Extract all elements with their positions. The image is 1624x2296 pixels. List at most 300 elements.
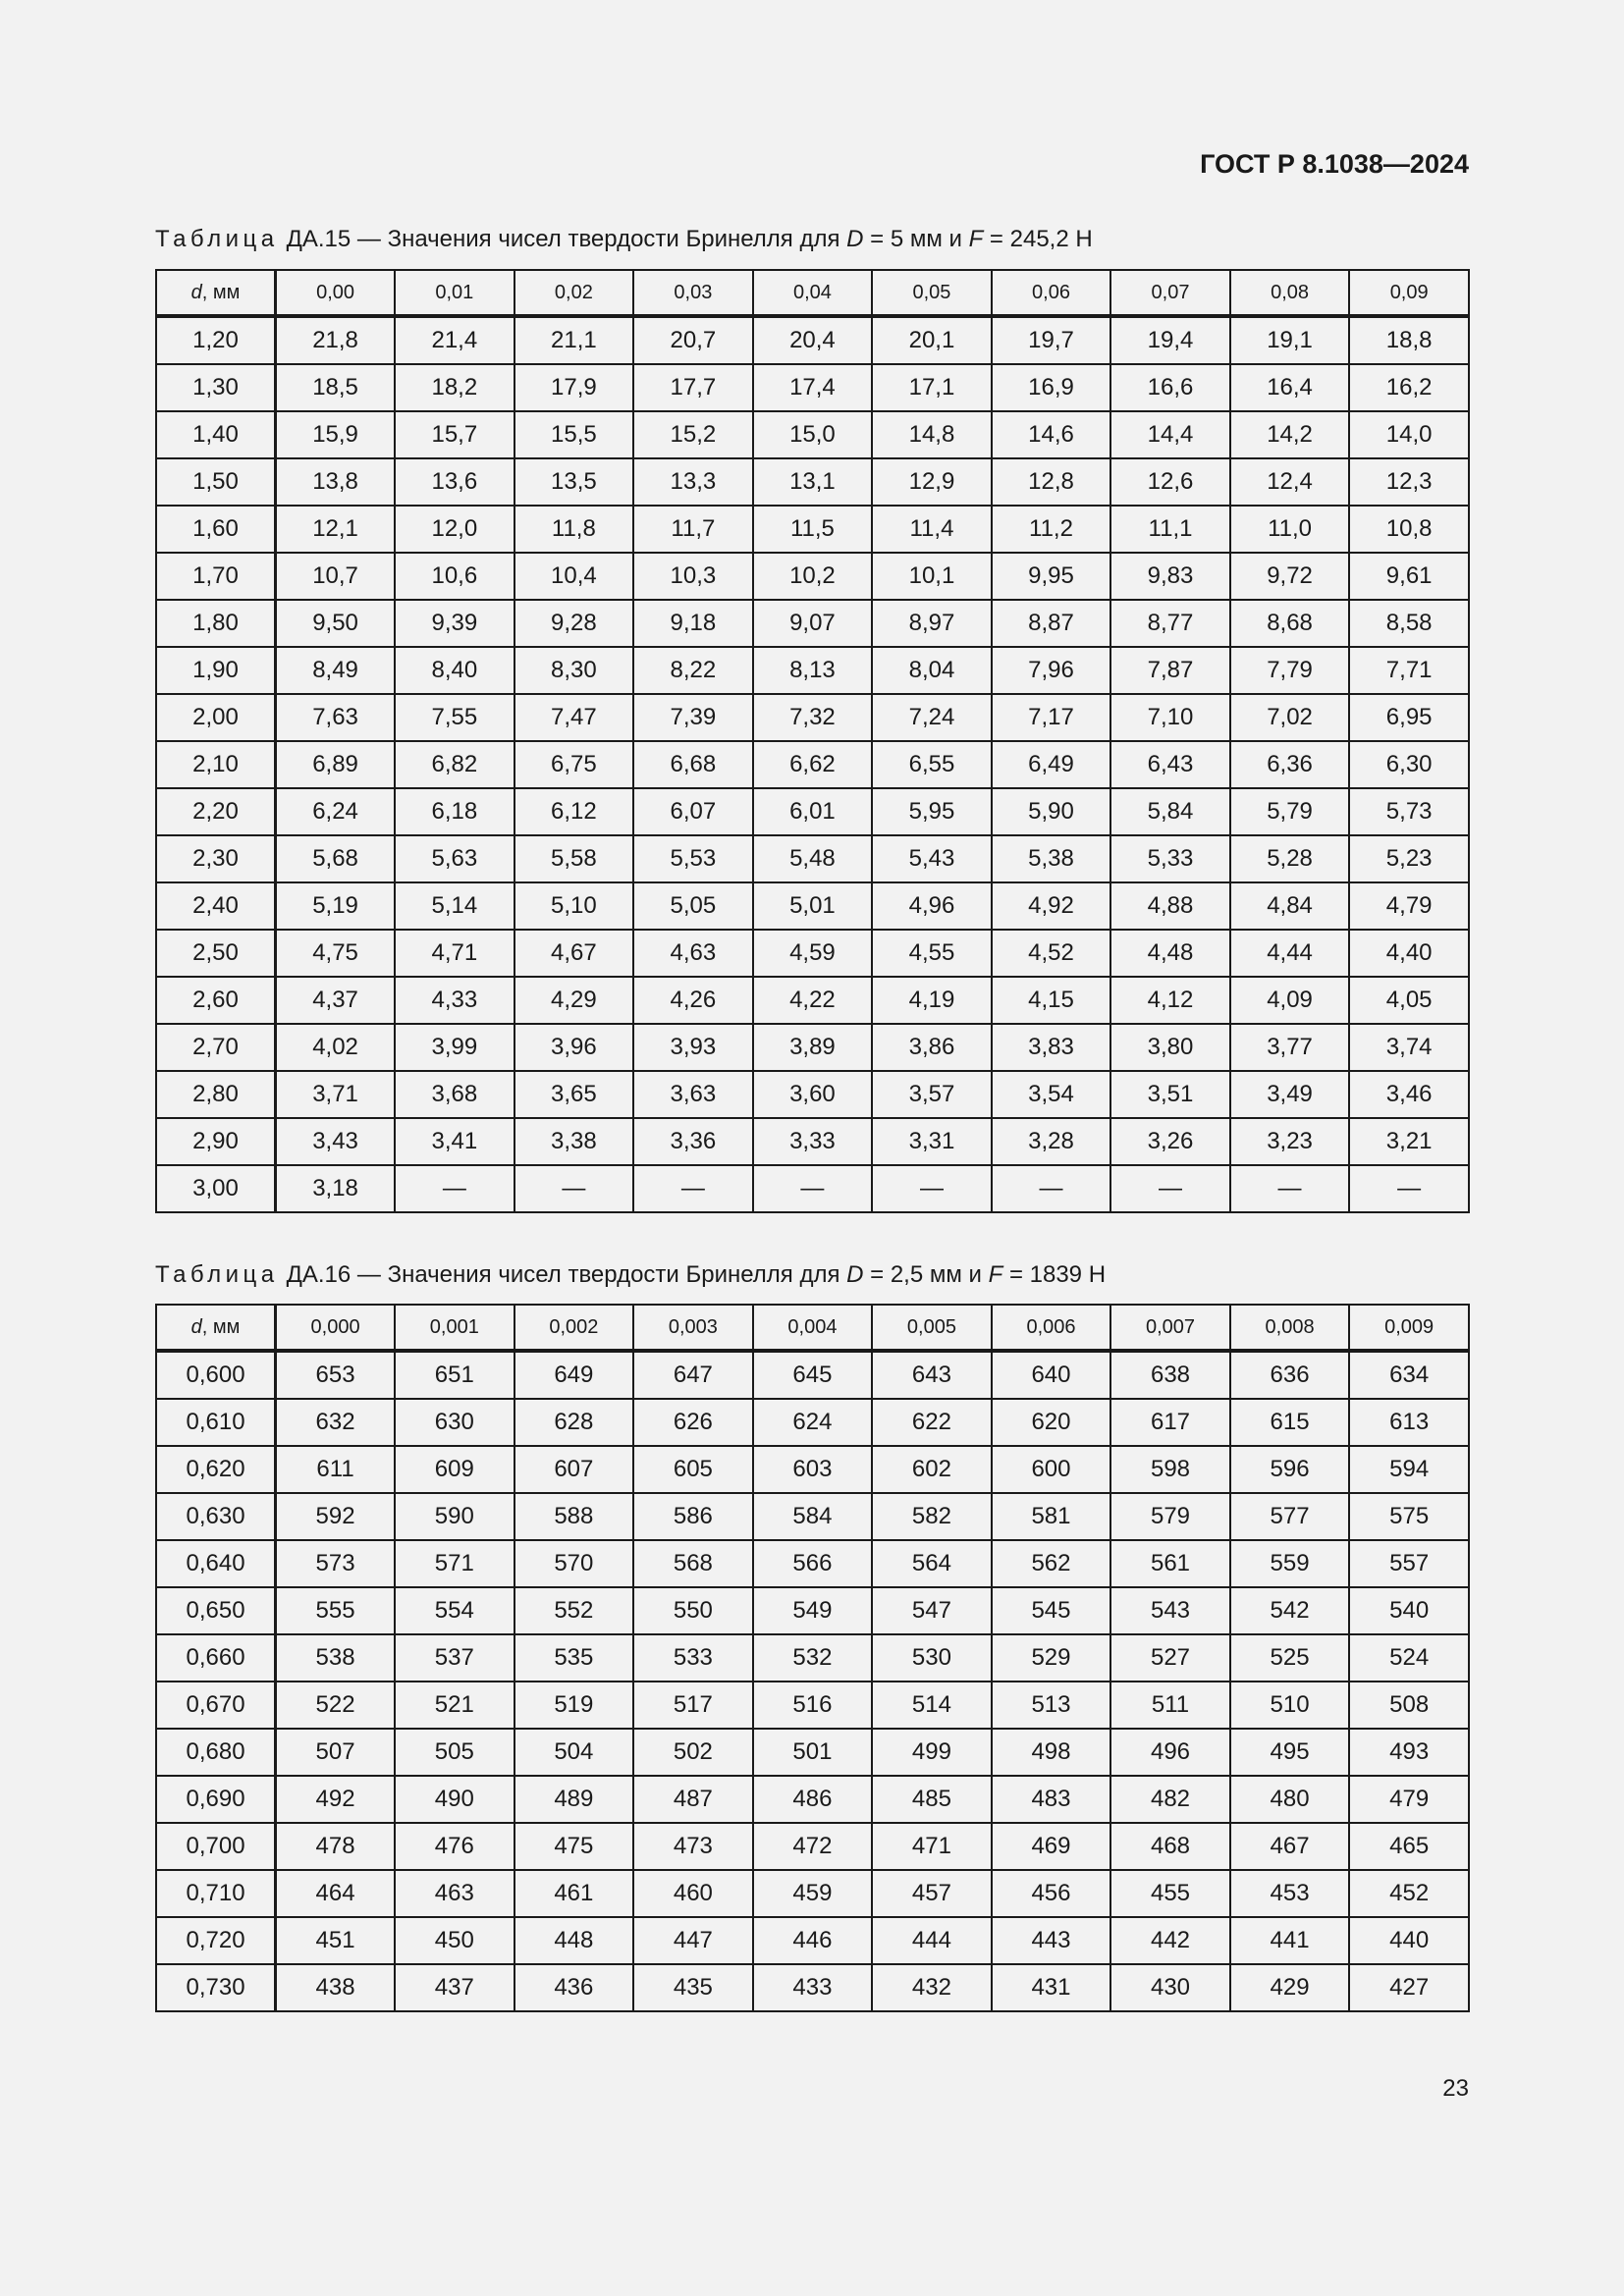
table-cell: 11,7 xyxy=(633,506,753,553)
table-cell: 14,0 xyxy=(1349,411,1469,458)
caption-text-a: ДА.16 — Значения чисел твердости Бринелля для xyxy=(286,1261,847,1288)
table-cell: 21,8 xyxy=(276,316,396,364)
column-header: 0,006 xyxy=(992,1305,1111,1351)
table-cell: 9,61 xyxy=(1349,553,1469,600)
table-cell: 522 xyxy=(276,1682,396,1729)
table-row xyxy=(156,647,1469,694)
table-cell: 598 xyxy=(1110,1446,1230,1493)
table-cell: — xyxy=(395,1165,514,1212)
table-cell: 14,2 xyxy=(1230,411,1350,458)
table-cell: 495 xyxy=(1230,1729,1350,1776)
table-cell: 5,10 xyxy=(514,882,634,930)
table-cell: 9,72 xyxy=(1230,553,1350,600)
row-header-cell: 0,640 xyxy=(156,1540,276,1587)
table-cell: 467 xyxy=(1230,1823,1350,1870)
row-header-cell: 2,90 xyxy=(156,1118,276,1165)
table-cell: 10,3 xyxy=(633,553,753,600)
table-cell: 19,1 xyxy=(1230,316,1350,364)
table-cell: 430 xyxy=(1110,1964,1230,2011)
table-cell: 547 xyxy=(872,1587,992,1634)
table-cell: 7,24 xyxy=(872,694,992,741)
table-cell: 543 xyxy=(1110,1587,1230,1634)
table-cell: 643 xyxy=(872,1351,992,1399)
table-cell: 628 xyxy=(514,1399,634,1446)
table-cell: 532 xyxy=(753,1634,873,1682)
table-cell: 4,15 xyxy=(992,977,1111,1024)
row-header-cell: 1,40 xyxy=(156,411,276,458)
corner-header-cell xyxy=(156,1305,276,1351)
table-cell: 4,59 xyxy=(753,930,873,977)
table-cell: 479 xyxy=(1349,1776,1469,1823)
table-cell: 3,28 xyxy=(992,1118,1111,1165)
table-row xyxy=(156,1682,1469,1729)
corner-header-cell xyxy=(156,270,276,316)
table-cell: 557 xyxy=(1349,1540,1469,1587)
table-cell: 5,28 xyxy=(1230,835,1350,882)
table-cell: 4,48 xyxy=(1110,930,1230,977)
table-cell: 502 xyxy=(633,1729,753,1776)
table-row xyxy=(156,1446,1469,1493)
table-row xyxy=(156,600,1469,647)
table-cell: 12,3 xyxy=(1349,458,1469,506)
table-row xyxy=(156,411,1469,458)
table-cell: 461 xyxy=(514,1870,634,1917)
table-cell: 8,97 xyxy=(872,600,992,647)
table-cell: 11,8 xyxy=(514,506,634,553)
table-cell: 3,18 xyxy=(276,1165,396,1212)
row-header-cell: 0,660 xyxy=(156,1634,276,1682)
table-cell: 5,43 xyxy=(872,835,992,882)
table-cell: 15,7 xyxy=(395,411,514,458)
table-cell: 8,68 xyxy=(1230,600,1350,647)
table-cell: 17,7 xyxy=(633,364,753,411)
table-cell: 455 xyxy=(1110,1870,1230,1917)
table-cell: 14,8 xyxy=(872,411,992,458)
row-header-cell: 0,710 xyxy=(156,1870,276,1917)
table-cell: 499 xyxy=(872,1729,992,1776)
row-header-cell: 2,20 xyxy=(156,788,276,835)
table-cell: 17,4 xyxy=(753,364,873,411)
column-header: 0,08 xyxy=(1230,270,1350,316)
table-row xyxy=(156,882,1469,930)
table-cell: 4,63 xyxy=(633,930,753,977)
column-header: 0,004 xyxy=(753,1305,873,1351)
table-cell: 504 xyxy=(514,1729,634,1776)
column-header: 0,01 xyxy=(395,270,514,316)
table-cell: 615 xyxy=(1230,1399,1350,1446)
table-cell: 566 xyxy=(753,1540,873,1587)
table-cell: 18,5 xyxy=(276,364,396,411)
table-cell: 564 xyxy=(872,1540,992,1587)
table-cell: 4,84 xyxy=(1230,882,1350,930)
table-row xyxy=(156,1870,1469,1917)
row-header-cell: 0,650 xyxy=(156,1587,276,1634)
table-cell: 3,36 xyxy=(633,1118,753,1165)
table-cell: 9,83 xyxy=(1110,553,1230,600)
table-cell: 516 xyxy=(753,1682,873,1729)
row-header-cell: 1,30 xyxy=(156,364,276,411)
table-row xyxy=(156,1118,1469,1165)
table-cell: 582 xyxy=(872,1493,992,1540)
table-cell: 4,12 xyxy=(1110,977,1230,1024)
table-cell: 545 xyxy=(992,1587,1111,1634)
table-cell: 436 xyxy=(514,1964,634,2011)
table-cell: 527 xyxy=(1110,1634,1230,1682)
column-header: 0,04 xyxy=(753,270,873,316)
table-row xyxy=(156,788,1469,835)
table-cell: 15,5 xyxy=(514,411,634,458)
table-cell: 13,6 xyxy=(395,458,514,506)
table-cell: 542 xyxy=(1230,1587,1350,1634)
row-header-cell: 2,10 xyxy=(156,741,276,788)
table-16-caption xyxy=(155,1261,1106,1289)
table-cell: 446 xyxy=(753,1917,873,1964)
table-cell: 8,49 xyxy=(276,647,396,694)
table-cell: 594 xyxy=(1349,1446,1469,1493)
table-cell: 4,02 xyxy=(276,1024,396,1071)
table-cell: 4,92 xyxy=(992,882,1111,930)
table-cell: 5,84 xyxy=(1110,788,1230,835)
table-cell: 441 xyxy=(1230,1917,1350,1964)
table-cell: 636 xyxy=(1230,1351,1350,1399)
table-cell: 577 xyxy=(1230,1493,1350,1540)
table-cell: 3,23 xyxy=(1230,1118,1350,1165)
table-15 xyxy=(155,269,1470,1213)
table-cell: 3,49 xyxy=(1230,1071,1350,1118)
table-cell: 5,14 xyxy=(395,882,514,930)
table-15-caption xyxy=(155,226,1093,253)
table-cell: 13,3 xyxy=(633,458,753,506)
table-cell: 511 xyxy=(1110,1682,1230,1729)
table-row xyxy=(156,1776,1469,1823)
table-cell: 11,5 xyxy=(753,506,873,553)
table-cell: 13,8 xyxy=(276,458,396,506)
table-cell: 3,21 xyxy=(1349,1118,1469,1165)
table-cell: 4,05 xyxy=(1349,977,1469,1024)
row-header-cell: 1,90 xyxy=(156,647,276,694)
table-cell: 554 xyxy=(395,1587,514,1634)
table-cell: 7,63 xyxy=(276,694,396,741)
table-cell: 4,79 xyxy=(1349,882,1469,930)
table-cell: 7,39 xyxy=(633,694,753,741)
table-cell: 603 xyxy=(753,1446,873,1493)
table-cell: 427 xyxy=(1349,1964,1469,2011)
table-cell: 450 xyxy=(395,1917,514,1964)
table-cell: 486 xyxy=(753,1776,873,1823)
table-16 xyxy=(155,1304,1470,2012)
table-cell: 485 xyxy=(872,1776,992,1823)
table-cell: 433 xyxy=(753,1964,873,2011)
table-cell: 8,30 xyxy=(514,647,634,694)
table-cell: 453 xyxy=(1230,1870,1350,1917)
table-cell: 3,43 xyxy=(276,1118,396,1165)
table-cell: 13,1 xyxy=(753,458,873,506)
table-cell: 3,77 xyxy=(1230,1024,1350,1071)
table-cell: 3,51 xyxy=(1110,1071,1230,1118)
table-cell: 16,2 xyxy=(1349,364,1469,411)
row-header-cell: 0,690 xyxy=(156,1776,276,1823)
caption-text-c: = 245,2 Н xyxy=(983,226,1093,252)
row-header-cell: 2,60 xyxy=(156,977,276,1024)
table-cell: 457 xyxy=(872,1870,992,1917)
table-row xyxy=(156,1917,1469,1964)
table-cell: 5,90 xyxy=(992,788,1111,835)
row-header-cell: 2,40 xyxy=(156,882,276,930)
table-cell: 617 xyxy=(1110,1399,1230,1446)
table-cell: 472 xyxy=(753,1823,873,1870)
row-header-cell: 1,60 xyxy=(156,506,276,553)
table-cell: 480 xyxy=(1230,1776,1350,1823)
table-cell: 6,49 xyxy=(992,741,1111,788)
table-cell: 3,83 xyxy=(992,1024,1111,1071)
table-cell: 443 xyxy=(992,1917,1111,1964)
table-cell: 501 xyxy=(753,1729,873,1776)
column-header: 0,09 xyxy=(1349,270,1469,316)
table-cell: 492 xyxy=(276,1776,396,1823)
table-cell: 432 xyxy=(872,1964,992,2011)
table-cell: 529 xyxy=(992,1634,1111,1682)
table-cell: 6,30 xyxy=(1349,741,1469,788)
table-row xyxy=(156,1399,1469,1446)
table-cell: 16,6 xyxy=(1110,364,1230,411)
table-cell: 6,24 xyxy=(276,788,396,835)
table-cell: 435 xyxy=(633,1964,753,2011)
table-cell: 9,39 xyxy=(395,600,514,647)
table-cell: 561 xyxy=(1110,1540,1230,1587)
table-cell: 15,0 xyxy=(753,411,873,458)
table-cell: 4,96 xyxy=(872,882,992,930)
table-cell: 20,4 xyxy=(753,316,873,364)
table-cell: 649 xyxy=(514,1351,634,1399)
table-cell: 3,74 xyxy=(1349,1024,1469,1071)
table-cell: 8,40 xyxy=(395,647,514,694)
table-cell: 600 xyxy=(992,1446,1111,1493)
table-cell: 573 xyxy=(276,1540,396,1587)
table-cell: 7,47 xyxy=(514,694,634,741)
table-cell: 456 xyxy=(992,1870,1111,1917)
table-cell: 537 xyxy=(395,1634,514,1682)
table-cell: 508 xyxy=(1349,1682,1469,1729)
table-cell: 5,19 xyxy=(276,882,396,930)
table-cell: 5,23 xyxy=(1349,835,1469,882)
table-cell: 4,88 xyxy=(1110,882,1230,930)
table-header-row xyxy=(156,270,1469,316)
row-header-cell: 0,680 xyxy=(156,1729,276,1776)
table-cell: 498 xyxy=(992,1729,1111,1776)
table-cell: 5,05 xyxy=(633,882,753,930)
table-cell: 4,37 xyxy=(276,977,396,1024)
table-cell: 6,89 xyxy=(276,741,396,788)
table-cell: 11,2 xyxy=(992,506,1111,553)
table-cell: — xyxy=(872,1165,992,1212)
table-cell: 5,73 xyxy=(1349,788,1469,835)
table-cell: 602 xyxy=(872,1446,992,1493)
table-cell: 586 xyxy=(633,1493,753,1540)
table-cell: 6,75 xyxy=(514,741,634,788)
table-cell: 4,67 xyxy=(514,930,634,977)
table-cell: 7,02 xyxy=(1230,694,1350,741)
row-header-cell: 0,620 xyxy=(156,1446,276,1493)
caption-var-f: F xyxy=(968,226,984,252)
table-cell: 549 xyxy=(753,1587,873,1634)
table-cell: 8,87 xyxy=(992,600,1111,647)
table-cell: 482 xyxy=(1110,1776,1230,1823)
table-cell: 6,12 xyxy=(514,788,634,835)
table-cell: 5,95 xyxy=(872,788,992,835)
table-cell: 21,4 xyxy=(395,316,514,364)
table-row xyxy=(156,1729,1469,1776)
table-cell: 7,87 xyxy=(1110,647,1230,694)
table-cell: 3,80 xyxy=(1110,1024,1230,1071)
table-cell: 6,95 xyxy=(1349,694,1469,741)
table-cell: 3,41 xyxy=(395,1118,514,1165)
table-cell: 7,96 xyxy=(992,647,1111,694)
table-cell: 514 xyxy=(872,1682,992,1729)
table-cell: 3,33 xyxy=(753,1118,873,1165)
table-cell: 6,36 xyxy=(1230,741,1350,788)
table-cell: 653 xyxy=(276,1351,396,1399)
table-cell: 4,52 xyxy=(992,930,1111,977)
table-cell: 447 xyxy=(633,1917,753,1964)
table-cell: 11,0 xyxy=(1230,506,1350,553)
table-cell: 3,96 xyxy=(514,1024,634,1071)
table-cell: 640 xyxy=(992,1351,1111,1399)
table-cell: 19,4 xyxy=(1110,316,1230,364)
table-cell: 5,79 xyxy=(1230,788,1350,835)
table-cell: 605 xyxy=(633,1446,753,1493)
table-cell: 530 xyxy=(872,1634,992,1682)
row-header-cell: 0,630 xyxy=(156,1493,276,1540)
table-cell: 4,44 xyxy=(1230,930,1350,977)
table-cell: 10,1 xyxy=(872,553,992,600)
column-header: 0,003 xyxy=(633,1305,753,1351)
table-cell: 517 xyxy=(633,1682,753,1729)
table-row xyxy=(156,458,1469,506)
table-row xyxy=(156,316,1469,364)
caption-prefix: Таблица xyxy=(155,1261,279,1288)
table-cell: 6,07 xyxy=(633,788,753,835)
table-cell: 562 xyxy=(992,1540,1111,1587)
table-cell: 14,4 xyxy=(1110,411,1230,458)
table-cell: — xyxy=(1230,1165,1350,1212)
table-cell: 3,65 xyxy=(514,1071,634,1118)
table-cell: 451 xyxy=(276,1917,396,1964)
table-cell: 3,99 xyxy=(395,1024,514,1071)
table-cell: 8,58 xyxy=(1349,600,1469,647)
table-cell: 448 xyxy=(514,1917,634,1964)
table-cell: 4,33 xyxy=(395,977,514,1024)
table-cell: 12,4 xyxy=(1230,458,1350,506)
caption-prefix: Таблица xyxy=(155,226,279,252)
table-cell: 3,86 xyxy=(872,1024,992,1071)
corner-unit: , мм xyxy=(201,281,241,303)
row-header-cell: 3,00 xyxy=(156,1165,276,1212)
table-cell: 647 xyxy=(633,1351,753,1399)
table-cell: 524 xyxy=(1349,1634,1469,1682)
table-cell: 3,93 xyxy=(633,1024,753,1071)
table-cell: 6,01 xyxy=(753,788,873,835)
table-cell: 632 xyxy=(276,1399,396,1446)
table-cell: 476 xyxy=(395,1823,514,1870)
table-row xyxy=(156,1823,1469,1870)
table-cell: 645 xyxy=(753,1351,873,1399)
table-row xyxy=(156,835,1469,882)
row-header-cell: 1,20 xyxy=(156,316,276,364)
table-cell: 5,63 xyxy=(395,835,514,882)
table-cell: 4,55 xyxy=(872,930,992,977)
table-cell: 592 xyxy=(276,1493,396,1540)
table-cell: 3,46 xyxy=(1349,1071,1469,1118)
table-cell: 10,4 xyxy=(514,553,634,600)
table-cell: 575 xyxy=(1349,1493,1469,1540)
table-cell: 555 xyxy=(276,1587,396,1634)
table-cell: 7,71 xyxy=(1349,647,1469,694)
column-header: 0,007 xyxy=(1110,1305,1230,1351)
table-cell: 9,18 xyxy=(633,600,753,647)
table-cell: 18,2 xyxy=(395,364,514,411)
table-cell: 6,68 xyxy=(633,741,753,788)
table-cell: 483 xyxy=(992,1776,1111,1823)
table-row xyxy=(156,1071,1469,1118)
table-row xyxy=(156,1540,1469,1587)
table-cell: 596 xyxy=(1230,1446,1350,1493)
table-cell: 471 xyxy=(872,1823,992,1870)
table-cell: 8,13 xyxy=(753,647,873,694)
table-cell: 622 xyxy=(872,1399,992,1446)
table-cell: 513 xyxy=(992,1682,1111,1729)
table-row xyxy=(156,977,1469,1024)
table-cell: 17,9 xyxy=(514,364,634,411)
table-cell: 519 xyxy=(514,1682,634,1729)
table-row xyxy=(156,1165,1469,1212)
table-cell: 12,1 xyxy=(276,506,396,553)
column-header: 0,05 xyxy=(872,270,992,316)
table-cell: 5,01 xyxy=(753,882,873,930)
table-cell: 550 xyxy=(633,1587,753,1634)
table-cell: 3,54 xyxy=(992,1071,1111,1118)
column-header: 0,06 xyxy=(992,270,1111,316)
table-cell: 571 xyxy=(395,1540,514,1587)
document-code: ГОСТ Р 8.1038—2024 xyxy=(1200,149,1469,179)
row-header-cell: 2,70 xyxy=(156,1024,276,1071)
table-cell: 5,48 xyxy=(753,835,873,882)
column-header: 0,002 xyxy=(514,1305,634,1351)
table-cell: 538 xyxy=(276,1634,396,1682)
corner-unit: , мм xyxy=(201,1315,241,1338)
table-row xyxy=(156,1493,1469,1540)
table-cell: 4,40 xyxy=(1349,930,1469,977)
table-cell: 624 xyxy=(753,1399,873,1446)
column-header: 0,07 xyxy=(1110,270,1230,316)
table-cell: 5,68 xyxy=(276,835,396,882)
row-header-cell: 2,30 xyxy=(156,835,276,882)
table-cell: 3,71 xyxy=(276,1071,396,1118)
table-cell: 6,55 xyxy=(872,741,992,788)
table-row xyxy=(156,741,1469,788)
column-header: 0,02 xyxy=(514,270,634,316)
row-header-cell: 2,80 xyxy=(156,1071,276,1118)
row-header-cell: 1,70 xyxy=(156,553,276,600)
table-cell: 3,31 xyxy=(872,1118,992,1165)
table-cell: 20,7 xyxy=(633,316,753,364)
row-header-cell: 0,670 xyxy=(156,1682,276,1729)
table-cell: — xyxy=(1110,1165,1230,1212)
table-cell: 535 xyxy=(514,1634,634,1682)
table-cell: 533 xyxy=(633,1634,753,1682)
table-row xyxy=(156,364,1469,411)
row-header-cell: 0,730 xyxy=(156,1964,276,2011)
table-cell: 4,29 xyxy=(514,977,634,1024)
